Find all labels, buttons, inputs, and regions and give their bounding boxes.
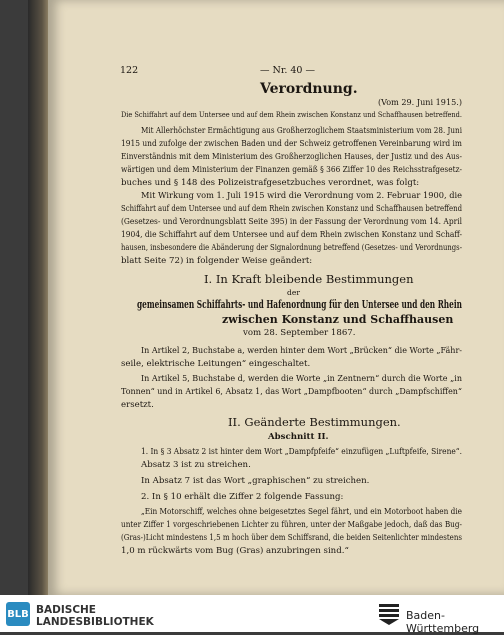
- state-name: Baden-Württemberg: [406, 609, 480, 635]
- issue-number: — Nr. 40 —: [260, 65, 315, 76]
- baden-wuerttemberg-crest-icon: [376, 602, 402, 626]
- section2-title: II. Geänderte Bestimmungen.: [228, 415, 401, 429]
- para1-line: 1915 und zufolge der zwischen Baden und der Schweiz getroffenen Vereinbarung wird im: [121, 139, 462, 149]
- para7-line: unter Ziffer 1 vorgeschriebenen Lichter zu führen, unter der Maßgabe jedoch, daß das Bug-: [121, 520, 462, 530]
- blb-logo-icon: BLB: [6, 602, 30, 626]
- section1-date: vom 28. September 1867.: [243, 328, 356, 338]
- para1-line: buches und § 148 des Polizeistrafgesetzbuches verordnet, was folgt:: [121, 178, 420, 188]
- para7-line: 1,0 m rückwärts vom Bug (Gras) anzubringen sind.“: [121, 546, 349, 556]
- para1-line: Einverständnis mit dem Ministerium des Großherzoglichen Hauses, der Justiz und des Aus-: [121, 152, 462, 162]
- section2-abschnitt: Abschnitt II.: [268, 432, 329, 442]
- para2-line: hausen, insbesondere die Abänderung der Signalordnung betreffend (Gesetzes- und Verordnungs-: [121, 243, 462, 253]
- section1-subtitle: zwischen Konstanz und Schaffhausen: [222, 313, 454, 326]
- section1-title: I. In Kraft bleibende Bestimmungen: [204, 272, 414, 286]
- section1-der: der: [287, 288, 300, 297]
- library-name-line2: LANDESBIBLIOTHEK: [36, 616, 154, 628]
- page-number: 122: [120, 65, 139, 76]
- para2-line: (Gesetzes- und Verordnungsblatt Seite 395) in der Fassung der Verordnung vom 14. April: [121, 217, 462, 227]
- library-name-line1: BADISCHE: [36, 604, 96, 616]
- document-date: (Vom 29. Juni 1915.): [378, 98, 462, 108]
- para2-line: blatt Seite 72) in folgender Weise geändert:: [121, 256, 313, 266]
- para6-line: In Absatz 7 ist das Wort „graphischen“ zu streichen.: [141, 476, 370, 486]
- para2-line: Mit Wirkung vom 1. Juli 1915 wird die Verordnung vom 2. Februar 1900, die: [141, 191, 462, 201]
- para4-line: In Artikel 5, Buchstabe d, werden die Worte „in Zentnern“ durch die Worte „in: [141, 374, 462, 384]
- para5-line: 1. In § 3 Absatz 2 ist hinter dem Wort „Dampfpfeife“ einzufügen „Luftpfeife, Sirene“.: [141, 447, 462, 457]
- para1-line: Mit Allerhöchster Ermächtigung aus Großherzoglichem Staatsministerium vom 28. Juni: [141, 126, 462, 136]
- para7-line: 2. In § 10 erhält die Ziffer 2 folgende Fassung:: [141, 492, 344, 502]
- para3-line: seile, elektrische Leitungen“ eingeschaltet.: [121, 359, 311, 369]
- para5-line: Absatz 3 ist zu streichen.: [141, 460, 251, 470]
- para4-line: ersetzt.: [121, 400, 154, 410]
- para2-line: Schiffahrt auf dem Untersee und auf dem Rhein zwischen Konstanz und Schaffhausen betreffend: [121, 204, 462, 214]
- document-title: Verordnung.: [260, 81, 358, 97]
- para4-line: Tonnen“ und in Artikel 6, Absatz 1, das Wort „Dampfbooten“ durch „Dampfschiffen“: [121, 387, 462, 397]
- para3-line: In Artikel 2, Buchstabe a, werden hinter dem Wort „Brücken“ die Worte „Fähr-: [141, 346, 462, 356]
- para7-line: „Ein Motorschiff, welches ohne beigesetztes Segel fährt, und ein Motorboot haben die: [141, 507, 462, 517]
- para2-line: 1904, die Schiffahrt auf dem Untersee und auf dem Rhein zwischen Konstanz und Schaff-: [121, 230, 462, 240]
- para7-line: (Gras-)Licht mindestens 1,5 m hoch über dem Schiffsrand, die beiden Seitenlichter mindestens: [121, 533, 462, 543]
- document-subtitle: Die Schiffahrt auf dem Untersee und auf dem Rhein zwischen Konstanz und Schaffhausen betreffend.: [121, 110, 462, 119]
- para1-line: wärtigen und dem Ministerium der Finanzen gemäß § 366 Ziffer 10 des Reichsstrafgesetz-: [121, 165, 462, 175]
- section1-subtitle: gemeinsamen Schiffahrts- und Hafenordnung für den Untersee und den Rhein: [137, 298, 462, 311]
- page-gutter: [28, 0, 48, 595]
